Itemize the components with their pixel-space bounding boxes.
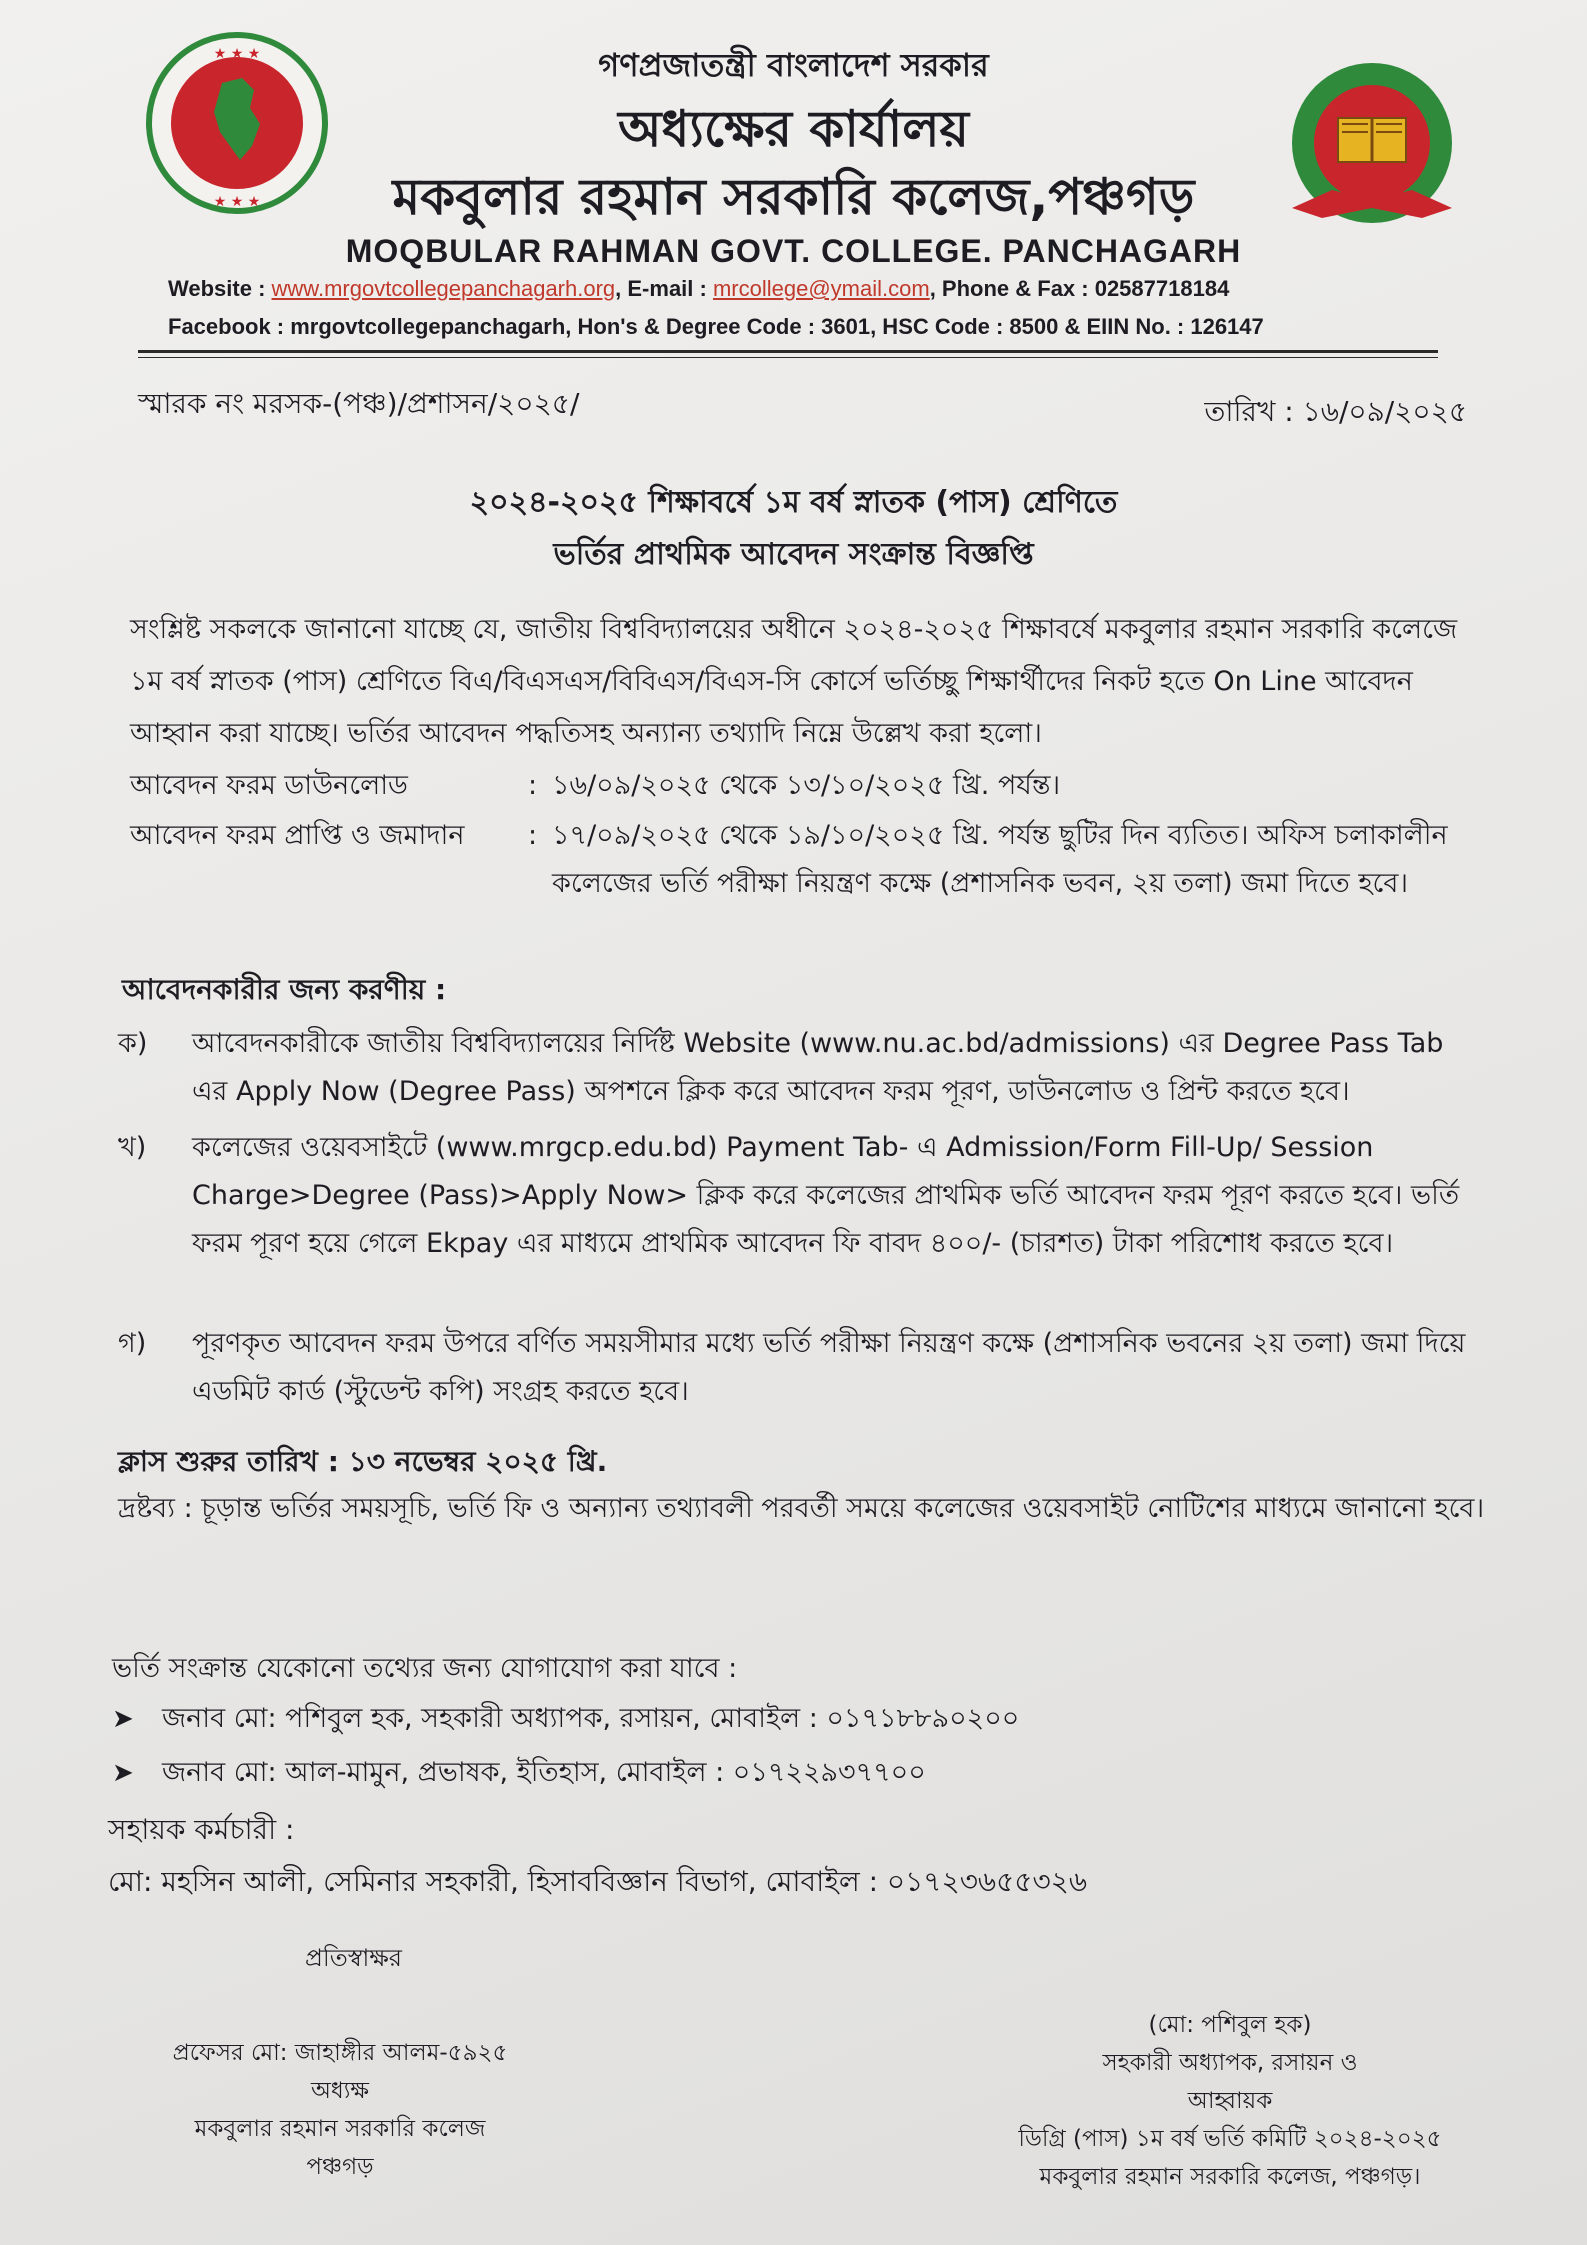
email-label: , E-mail : [615, 276, 707, 301]
item-text: কলেজের ওয়েবসাইটে (www.mrgcp.edu.bd) Payment Tab- এ Admission/Form Fill-Up/ Session Charge>Degree (Pass)>Apply Now> ক্লিক করে কলেজের প্রাথমিক ভর্তি আবেদন ফরম পূরণ করতে হবে। ভর্তি ফরম পূরণ হয়ে গেলে Ekpay এর মাধ্যমে প্রাথমিক আবেদন ফি বাবদ ৪০০/- (চারশত) টাকা পরিশোধ করতে হবে। [192, 1132, 1460, 1259]
signature-line: ডিগ্রি (পাস) ১ম বর্ষ ভর্তি কমিটি ২০২৪-২০২৫ [1018, 2126, 1442, 2152]
signature-line: সহকারী অধ্যাপক, রসায়ন ও [1102, 2050, 1358, 2076]
arrow-bullet-icon: ➤ [112, 1758, 134, 1788]
countersign-label: প্রতিস্বাক্ষর [305, 1944, 402, 1972]
contact-person-text: জনাব মো: পশিবুল হক, সহকারী অধ্যাপক, রসায়ন, মোবাইল : ০১৭১৮৮৯০২০০ [162, 1703, 1020, 1734]
signature-line: আহ্বায়ক [1187, 2088, 1273, 2114]
phone-fax: , Phone & Fax : 02587718184 [929, 276, 1230, 301]
header-divider [138, 350, 1438, 353]
college-name-english: MOQBULAR RAHMAN GOVT. COLLEGE. PANCHAGARH [345, 233, 1242, 269]
signature-line: মকবুলার রহমান সরকারি কলেজ, পঞ্চগড়। [1039, 2164, 1421, 2190]
convener-signature-block [1000, 2006, 1460, 2196]
contact-person [112, 1752, 926, 1797]
signature-line: পঞ্চগড় [306, 2154, 374, 2180]
item-text: আবেদনকারীকে জাতীয় বিশ্ববিদ্যালয়ের নির্দিষ্ট Website (www.nu.ac.bd/admissions) এর Degree Pass Tab এর Apply Now (Degree Pass) অপশনে ক্লিক করে আবেদন ফরম পূরণ, ডাউনলোড ও প্রিন্ট করতে হবে। [192, 1028, 1444, 1107]
government-name: গণপ্রজাতন্ত্রী বাংলাদেশ সরকার [598, 46, 989, 84]
contact-person [112, 1698, 1019, 1743]
schedule-label: আবেদন ফরম প্রাপ্তি ও জমাদান [130, 820, 465, 851]
item-marker: গ) [118, 1328, 147, 1359]
signature-line: (মো: পশিবুল হক) [1148, 2012, 1312, 2038]
header-divider-thin [138, 357, 1438, 358]
notice-heading-line-1: ২০২৪-২০২৫ শিক্ষাবর্ষে ১ম বর্ষ স্নাতক (পাস) শ্রেণিতে [469, 485, 1118, 520]
svg-text:★ ★ ★: ★ ★ ★ [213, 194, 261, 210]
office-title: অধ্যক্ষের কার্যালয় [618, 100, 969, 158]
signature-line: মকবুলার রহমান সরকারি কলেজ [194, 2116, 486, 2142]
class-start-date: ক্লাস শুরুর তারিখ : ১৩ নভেম্বর ২০২৫ খ্রি. [118, 1445, 608, 1478]
principal-signature-block [140, 2034, 540, 2186]
contact-line-2: Facebook : mrgovtcollegepanchagarh, Hon's & Degree Code : 3601, HSC Code : 8500 & EIIN No. : 126147 [168, 314, 1264, 339]
website-label: Website : [168, 276, 266, 301]
signature-line: প্রফেসর মো: জাহাঙ্গীর আলম-৫৯২৫ [172, 2040, 508, 2066]
schedule-value: ১৬/০৯/২০২৫ থেকে ১৩/১০/২০২৫ খ্রি. পর্যন্ত। [552, 770, 1061, 801]
arrow-bullet-icon: ➤ [112, 1704, 134, 1734]
schedule-row [0, 762, 1587, 810]
notice-heading-line-2: ভর্তির প্রাথমিক আবেদন সংক্রান্ত বিজ্ঞপ্তি [553, 537, 1034, 572]
item-text: পূরণকৃত আবেদন ফরম উপরে বর্ণিত সময়সীমার মধ্যে ভর্তি পরীক্ষা নিয়ন্ত্রণ কক্ষে (প্রশাসনিক ভবনের ২য় তলা) জমা দিয়ে এডমিট কার্ড (স্টুডেন্ট কপি) সংগ্রহ করতে হবে। [192, 1328, 1466, 1407]
assistant-staff: মো: মহসিন আলী, সেমিনার সহকারী, হিসাববিজ্ঞান বিভাগ, মোবাইল : ০১৭২৩৬৫৫৩২৬ [108, 1865, 1088, 1898]
contact-intro: ভর্তি সংক্রান্ত যেকোনো তথ্যের জন্য যোগাযোগ করা যাবে : [112, 1653, 738, 1684]
intro-paragraph: সংশ্লিষ্ট সকলকে জানানো যাচ্ছে যে, জাতীয় বিশ্ববিদ্যালয়ের অধীনে ২০২৪-২০২৫ শিক্ষাবর্ষে মকবুলার রহমান সরকারি কলেজে ১ম বর্ষ স্নাতক (পাস) শ্রেণিতে বিএ/বিএসএস/বিবিএস/বিএস-সি কোর্সে ভর্তিচ্ছু শিক্ষার্থীদের নিকট হতে On Line আবেদন আহ্বান করা যাচ্ছে। ভর্তির আবেদন পদ্ধতিসহ অন্যান্য তথ্যাদি নিম্নে উল্লেখ করা হলো। [130, 614, 1458, 749]
website-link[interactable]: www.mrgovtcollegepanchagarh.org [271, 276, 616, 301]
svg-text:★ ★ ★: ★ ★ ★ [213, 46, 261, 62]
item-marker: ক) [118, 1028, 148, 1059]
schedule-value: ১৭/০৯/২০২৫ থেকে ১৯/১০/২০২৫ খ্রি. পর্যন্ত ছুটির দিন ব্যতিত। অফিস চলাকালীন কলেজের ভর্তি পরীক্ষা নিয়ন্ত্রণ কক্ষে (প্রশাসনিক ভবন, ২য় তলা) জমা দিতে হবে। [552, 820, 1448, 899]
contact-line-1 [168, 276, 1229, 302]
memo-reference: স্মারক নং মরসক-(পঞ্চ)/প্রশাসন/২০২৫/ [138, 387, 580, 420]
colon: : [528, 820, 538, 851]
email-link[interactable]: mrcollege@ymail.com [712, 276, 930, 301]
contact-person-text: জনাব মো: আল-মামুন, প্রভাষক, ইতিহাস, মোবাইল : ০১৭২২৯৩৭৭০০ [162, 1757, 926, 1788]
note-text: দ্রষ্টব্য : চূড়ান্ত ভর্তির সময়সূচি, ভর্তি ফি ও অন্যান্য তথ্যাবলী পরবর্তী সময়ে কলেজের ওয়েবসাইট নোটিশের মাধ্যমে জানানো হবে। [118, 1493, 1485, 1524]
assistant-staff-title: সহায়ক কর্মচারী : [108, 1813, 295, 1846]
memo-date: তারিখ : ১৬/০৯/২০২৫ [1204, 395, 1467, 428]
instructions-title: আবেদনকারীর জন্য করণীয় : [122, 973, 447, 1006]
schedule-label: আবেদন ফরম ডাউনলোড [130, 770, 408, 801]
schedule-row [0, 812, 1587, 962]
college-name-bengali: মকবুলার রহমান সরকারি কলেজ,পঞ্চগড় [392, 168, 1195, 226]
signature-line: অধ্যক্ষ [310, 2078, 370, 2104]
item-marker: খ) [118, 1132, 147, 1163]
colon: : [528, 770, 538, 801]
